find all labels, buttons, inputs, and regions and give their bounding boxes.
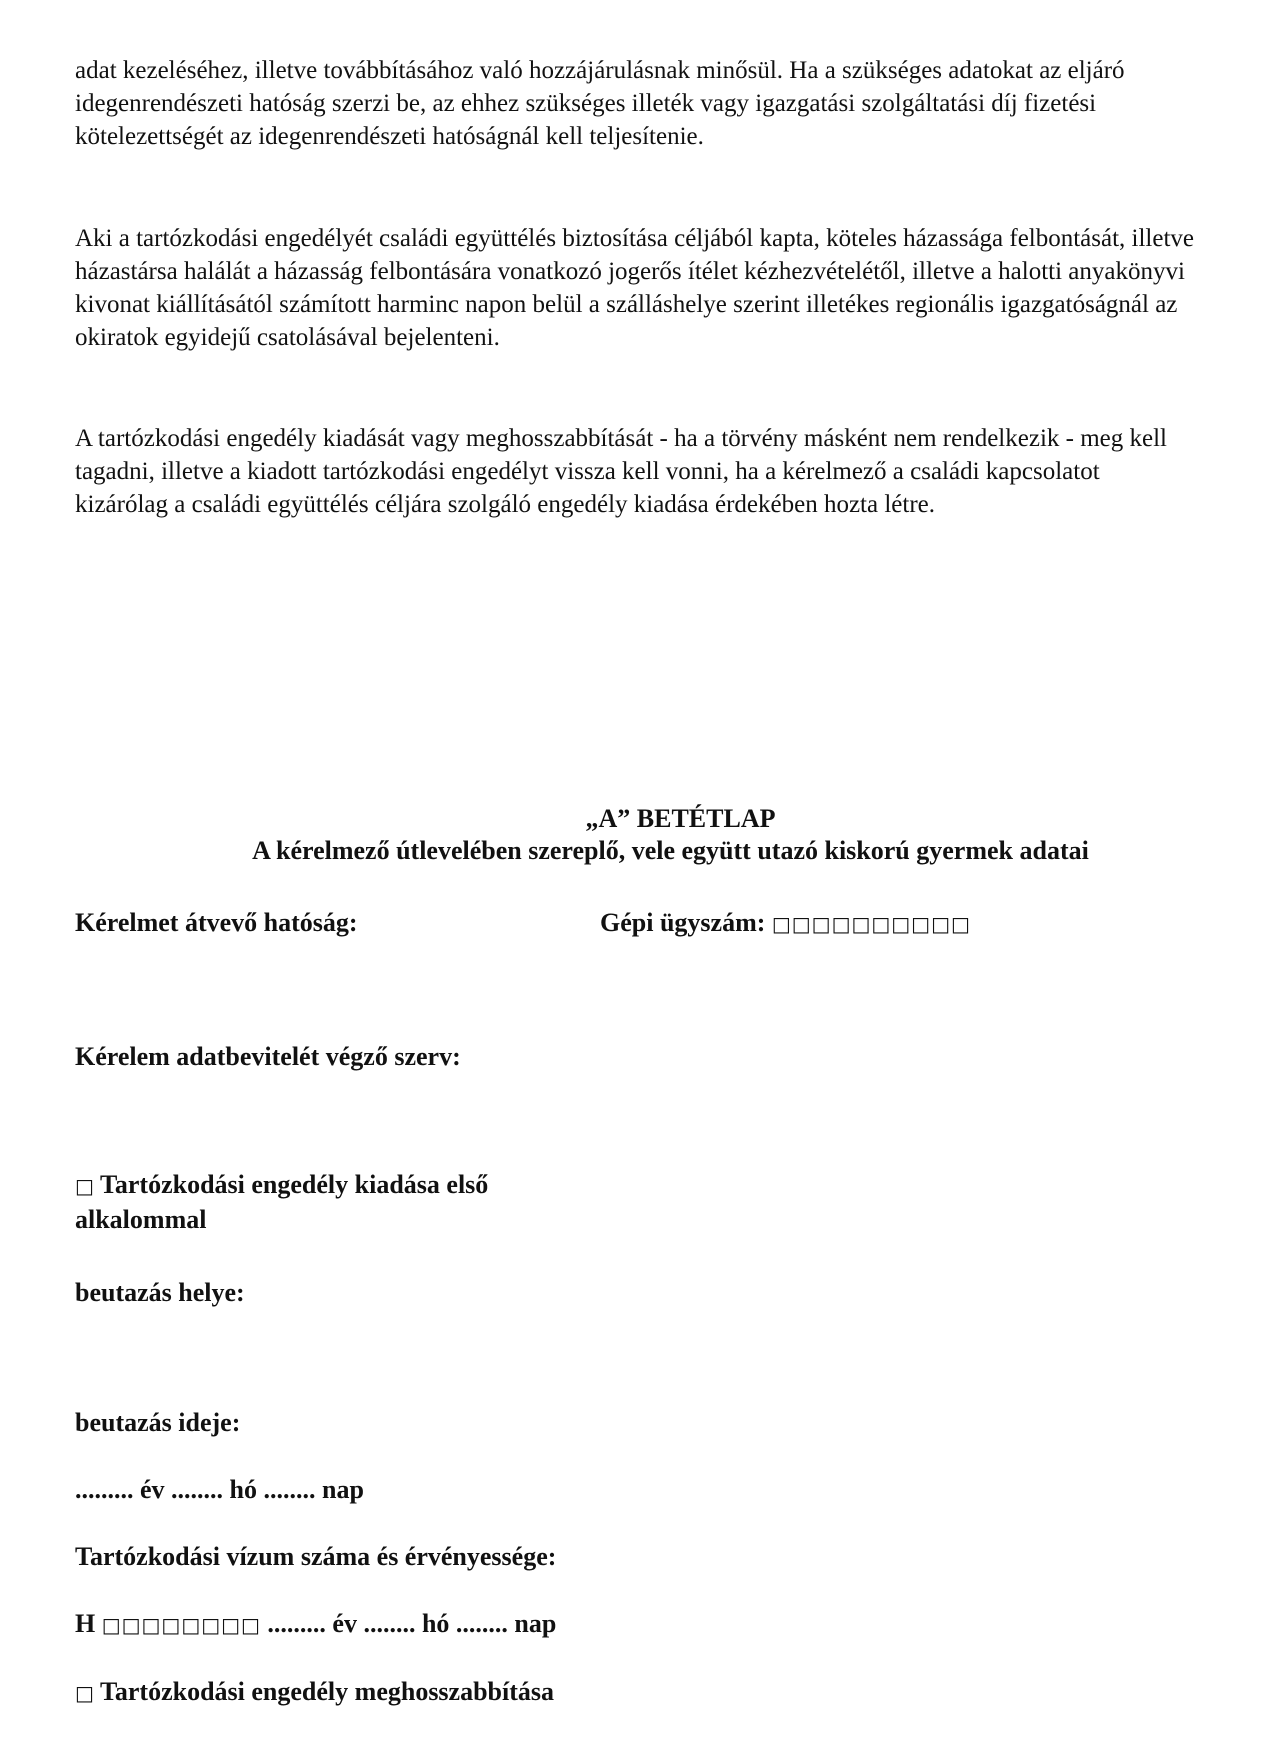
- case-number-field: [600, 906, 971, 941]
- visa-date-line[interactable]: ......... év ........ hó ........ nap: [267, 1609, 557, 1638]
- case-number-boxes[interactable]: □□□□□□□□□□: [771, 912, 971, 936]
- case-number-label: Gépi ügyszám:: [600, 908, 766, 937]
- visa-prefix: H: [75, 1609, 96, 1638]
- received-by-label: Kérelmet átvevő hatóság:: [75, 908, 358, 937]
- entry-place-label: beutazás helye:: [75, 1278, 245, 1307]
- first-issue-checkbox[interactable]: □: [75, 1174, 94, 1198]
- extension-option[interactable]: [75, 1675, 554, 1710]
- form-subtitle: A kérelmező útlevelében szereplő, vele együtt utazó kiskorú gyermek adatai: [252, 836, 1089, 865]
- first-issue-label: Tartózkodási engedély kiadása első alkalommal: [75, 1170, 489, 1234]
- entry-time-label: beutazás ideje:: [75, 1408, 241, 1437]
- extension-checkbox[interactable]: □: [75, 1681, 94, 1705]
- entry-date-line[interactable]: ......... év ........ hó ........ nap: [75, 1475, 364, 1504]
- visa-label: Tartózkodási vízum száma és érvényessége:: [75, 1542, 557, 1571]
- paragraph-refusal: A tartózkodási engedély kiadását vagy meghosszabbítását - ha a törvény másként nem rendelkezik - meg kell tagadni, illetve a kiadott tartózkodási engedélyt vissza kell vonni, ha a kérelmező a családi kapcsolatot kizárólag a családi együttélés céljára szolgáló engedély kiadása érdekében hozta létre.: [75, 425, 1167, 518]
- data-entry-label: Kérelem adatbevitelét végző szerv:: [75, 1042, 461, 1071]
- extension-label: Tartózkodási engedély meghosszabbítása: [99, 1677, 555, 1706]
- form-title: „A” BETÉTLAP: [585, 804, 776, 833]
- first-issue-option[interactable]: [75, 1168, 595, 1237]
- paragraph-family-reporting: Aki a tartózkodási engedélyét családi együttélés biztosítása céljából kapta, köteles házassága felbontását, illetve házastársa halálát a házasság felbontására vonatkozó jogerős ítélet kézhezvételétől, illetve a halotti anyakönyvi kivonat kiállításától számított harminc napon belül a szálláshelye szerint illetékes regionális igazgatóságnál az okiratok egyidejű csatolásával bejelenteni.: [75, 225, 1195, 351]
- visa-number-boxes[interactable]: □□□□□□□□: [101, 1613, 261, 1637]
- paragraph-consent: adat kezeléséhez, illetve továbbításához való hozzájárulásnak minősül. Ha a szükséges adatokat az eljáró idegenrendészeti hatóság szerzi be, az ehhez szükséges illeték vagy igazgatási szolgáltatási díj fizetési kötelezettségét az idegenrendészeti hatóságnál kell teljesítenie.: [75, 57, 1125, 150]
- visa-number-field: [75, 1607, 556, 1642]
